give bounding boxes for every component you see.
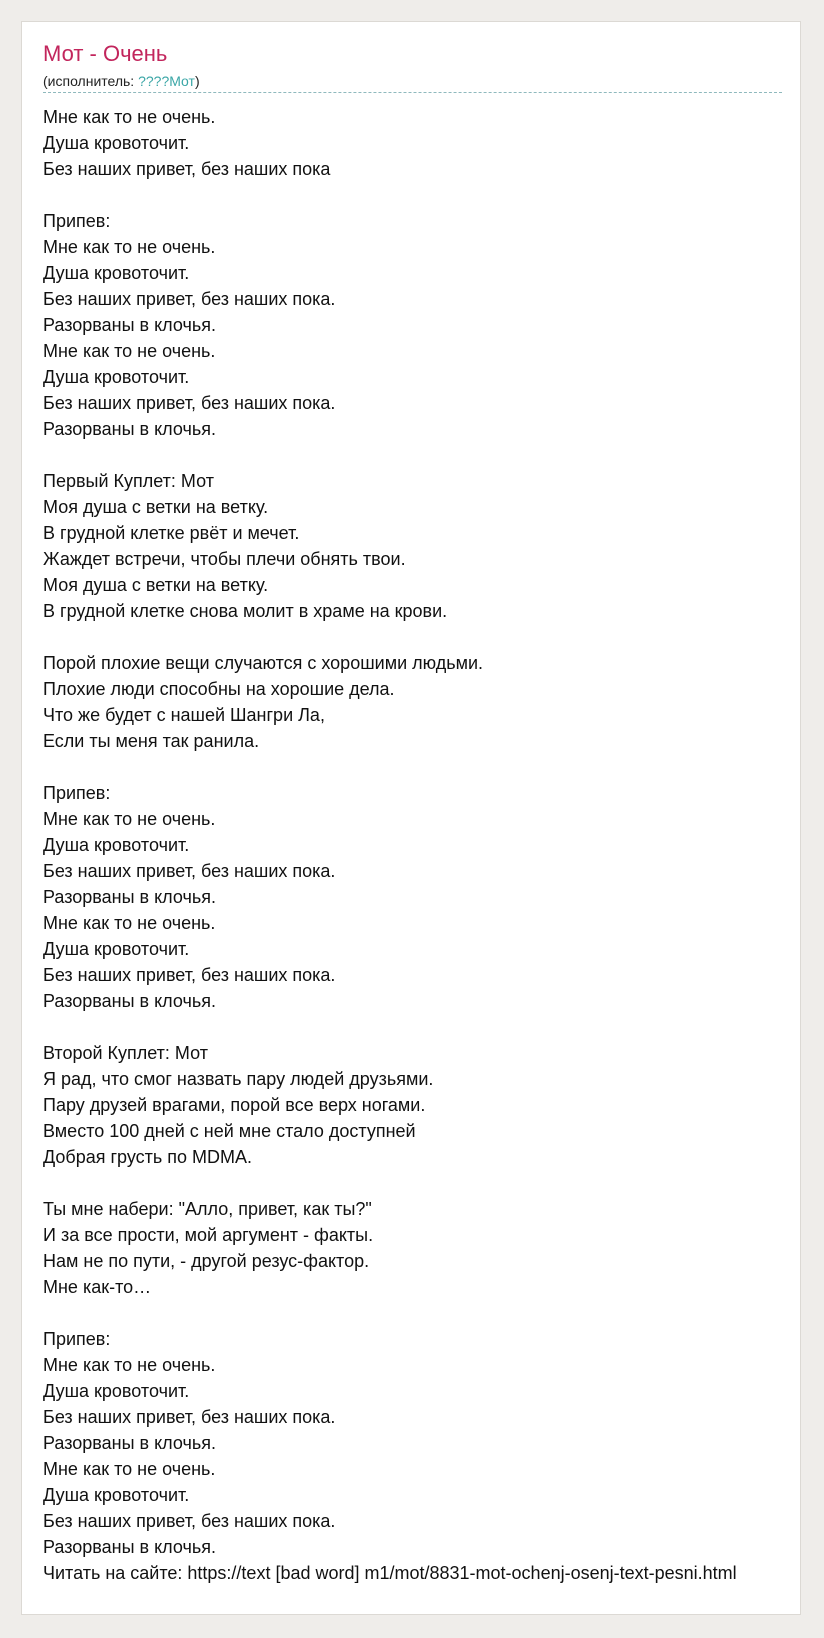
lyric-line: Душа кровоточит.: [43, 835, 190, 855]
lyric-line: В грудной клетке рвёт и мечет.: [43, 523, 300, 543]
lyric-line: Припев:: [43, 783, 111, 803]
lyric-blank-line: [43, 624, 483, 650]
lyric-line: Порой плохие вещи случаются с хорошими людьми.: [43, 653, 484, 673]
lyric-line: Без наших привет, без наших пока: [43, 159, 331, 179]
lyric-line: Второй Куплет: Мот: [43, 1043, 208, 1063]
lyric-blank-line: [43, 1170, 483, 1196]
lyric-line: Моя душа с ветки на ветку.: [43, 497, 269, 517]
artist-link[interactable]: ????Мот: [138, 73, 195, 89]
lyric-line: Ты мне набери: "Алло, привет, как ты?": [43, 1199, 372, 1219]
lyric-line: Душа кровоточит.: [43, 263, 190, 283]
lyric-line: Мне как то не очень.: [43, 809, 216, 829]
lyric-line: Разорваны в клочья.: [43, 419, 217, 439]
lyric-blank-line: [43, 1014, 483, 1040]
lyric-blank-line: [43, 182, 483, 208]
lyric-line: Разорваны в клочья.: [43, 991, 217, 1011]
lyric-line: Что же будет с нашей Шангри Ла,: [43, 705, 325, 725]
lyric-blank-line: [43, 442, 483, 468]
lyric-line: Мне как-то…: [43, 1277, 152, 1297]
lyrics-card: [21, 21, 801, 1615]
lyric-line: Разорваны в клочья.: [43, 315, 217, 335]
lyric-line: Мне как то не очень.: [43, 913, 216, 933]
lyric-line: Припев:: [43, 1329, 111, 1349]
lyric-line: Душа кровоточит.: [43, 133, 190, 153]
lyric-line: Мне как то не очень.: [43, 341, 216, 361]
lyric-line: Мне как то не очень.: [43, 1355, 216, 1375]
lyric-line: Если ты меня так ранила.: [43, 731, 260, 751]
lyric-line: И за все прости, мой аргумент - факты.: [43, 1225, 374, 1245]
lyric-line: Душа кровоточит.: [43, 1381, 190, 1401]
lyric-line: Мне как то не очень.: [43, 237, 216, 257]
lyric-line: Добрая грусть по MDMA.: [43, 1147, 253, 1167]
song-title: Мот - Очень: [43, 41, 168, 66]
lyric-line: Разорваны в клочья.: [43, 1433, 217, 1453]
lyric-line: Без наших привет, без наших пока.: [43, 1407, 336, 1427]
lyric-line: Моя душа с ветки на ветку.: [43, 575, 269, 595]
lyric-line: Разорваны в клочья.: [43, 887, 217, 907]
lyrics-text: [43, 104, 483, 1560]
lyric-line: Припев:: [43, 211, 111, 231]
lyric-line: Без наших привет, без наших пока.: [43, 393, 336, 413]
lyric-line: Без наших привет, без наших пока.: [43, 861, 336, 881]
lyric-line: Мне как то не очень.: [43, 1459, 216, 1479]
lyric-line: Вместо 100 дней с ней мне стало доступней: [43, 1121, 416, 1141]
lyric-line: Я рад, что смог назвать пару людей друзьями.: [43, 1069, 434, 1089]
lyric-blank-line: [43, 1300, 483, 1326]
artist-line: [43, 73, 200, 89]
lyric-line: Без наших привет, без наших пока.: [43, 1511, 336, 1531]
source-footer: Читать на сайте: https://text [bad word] m1/mot/8831-mot-ochenj-osenj-text-pesni.html: [43, 1563, 737, 1583]
lyric-line: Без наших привет, без наших пока.: [43, 965, 336, 985]
lyric-line: Разорваны в клочья.: [43, 1537, 217, 1557]
header-divider: [43, 92, 782, 93]
lyric-line: Мне как то не очень.: [43, 107, 216, 127]
artist-prefix: (исполнитель:: [43, 73, 139, 89]
lyric-line: Душа кровоточит.: [43, 367, 190, 387]
lyric-line: В грудной клетке снова молит в храме на крови.: [43, 601, 448, 621]
lyric-line: Нам не по пути, - другой резус-фактор.: [43, 1251, 370, 1271]
lyric-line: Душа кровоточит.: [43, 939, 190, 959]
lyric-line: Первый Куплет: Мот: [43, 471, 214, 491]
artist-suffix: ): [194, 73, 200, 89]
lyric-line: Плохие люди способны на хорошие дела.: [43, 679, 395, 699]
lyric-line: Без наших привет, без наших пока.: [43, 289, 336, 309]
lyric-blank-line: [43, 754, 483, 780]
lyric-line: Пару друзей врагами, порой все верх ногами.: [43, 1095, 426, 1115]
lyric-line: Душа кровоточит.: [43, 1485, 190, 1505]
lyric-line: Жаждет встречи, чтобы плечи обнять твои.: [43, 549, 406, 569]
